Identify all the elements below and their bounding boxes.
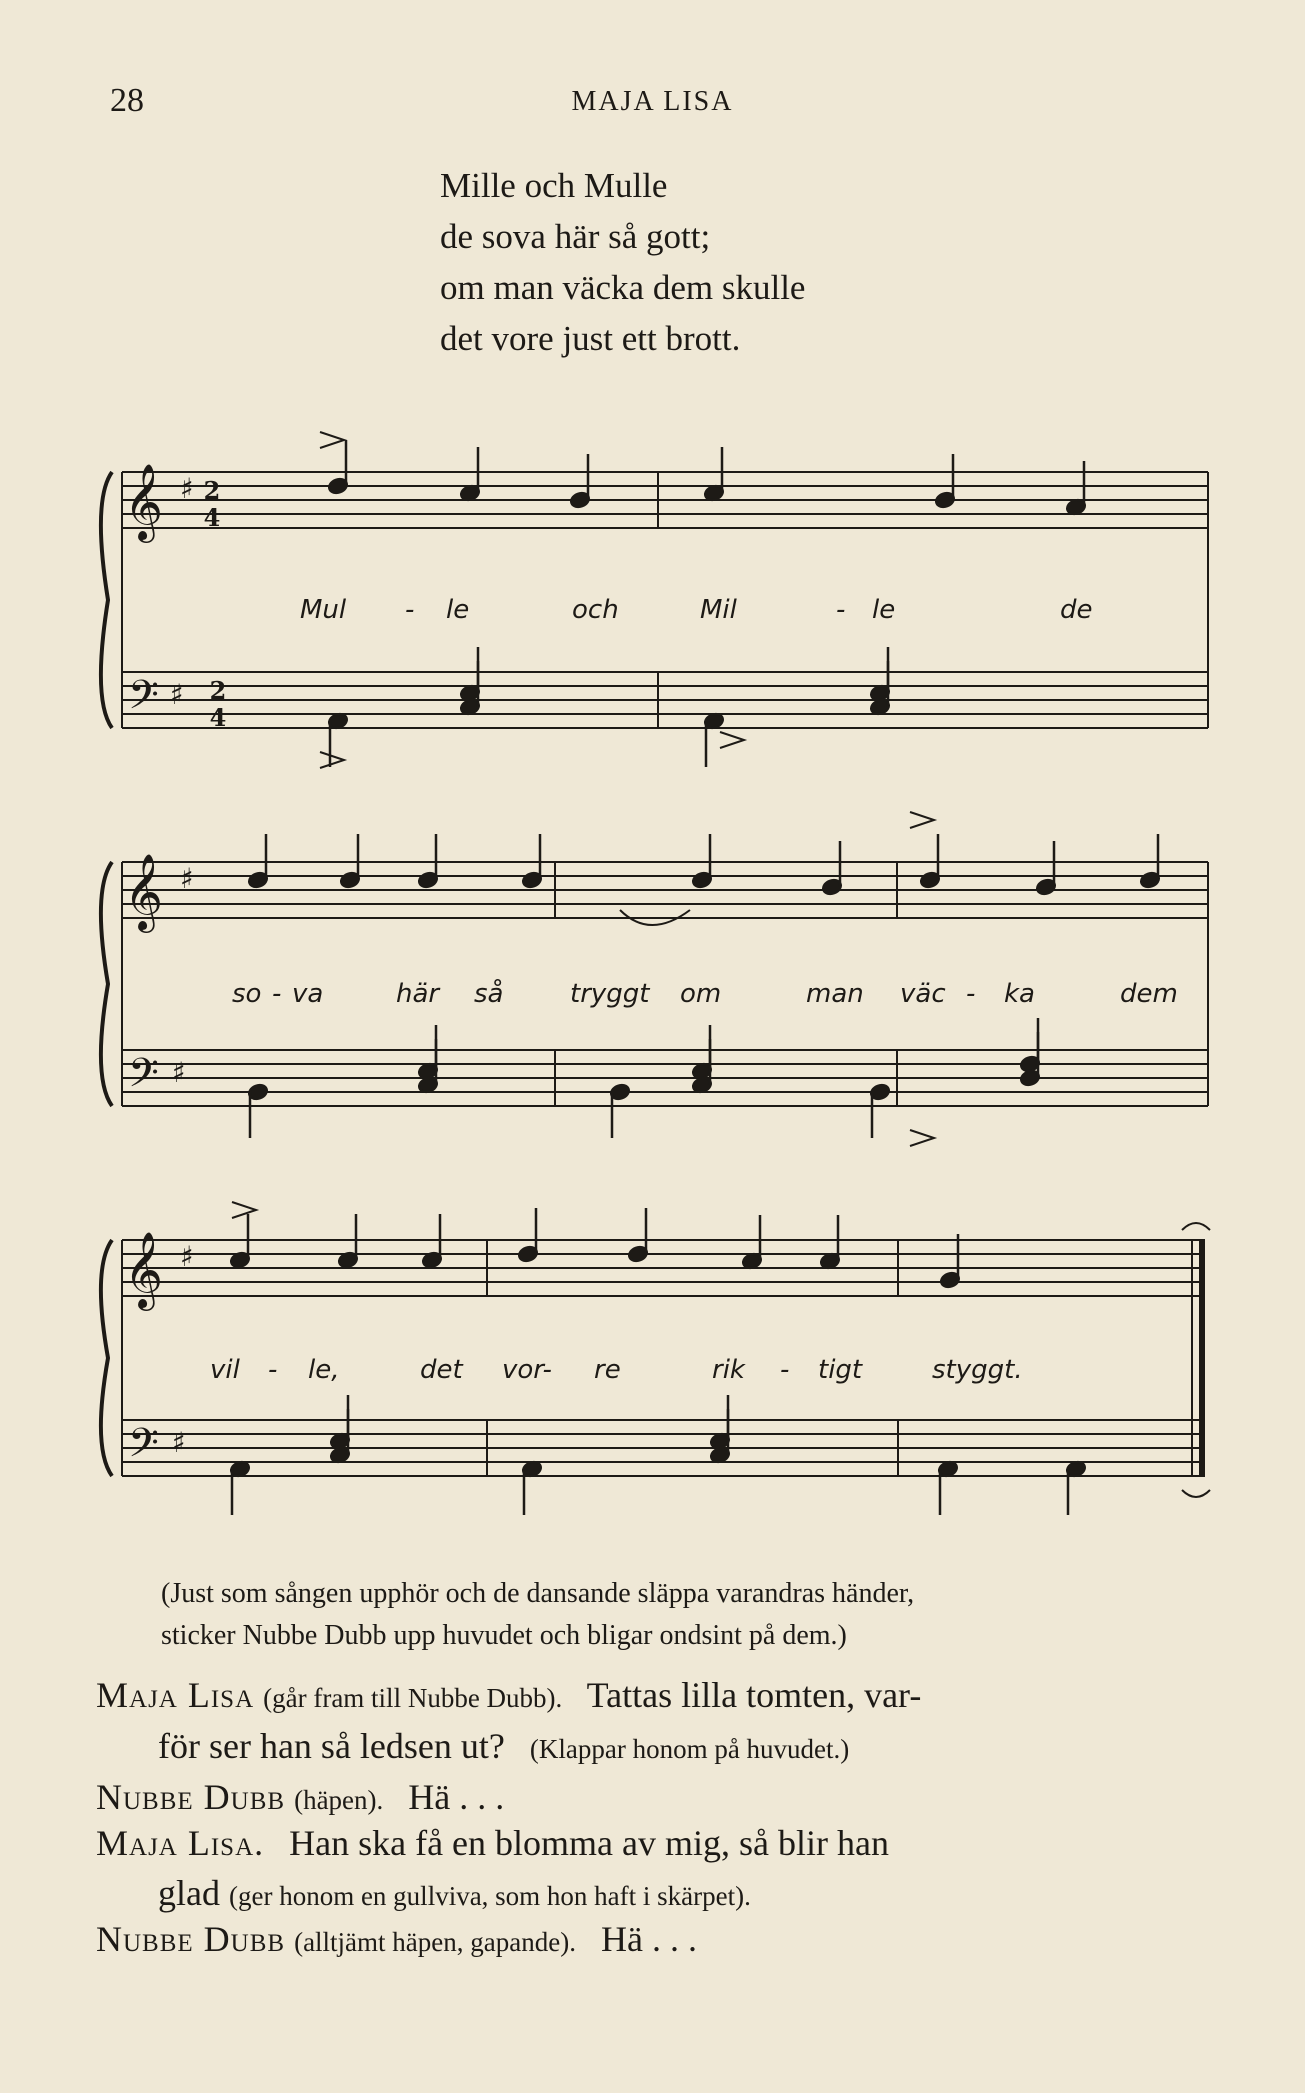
treble-clef-icon: 𝄞 [124, 853, 164, 930]
stage-direction: sticker Nubbe Dubb upp huvudet och bligar ondsint på dem.) [161, 1620, 847, 1651]
note-head [821, 841, 842, 896]
note-head [521, 1460, 542, 1515]
lyric-syllable: dem [1120, 979, 1178, 1009]
lyric-syllable: re [594, 1355, 621, 1385]
music-score [0, 420, 1305, 1520]
accent-mark [910, 1130, 934, 1146]
page-header [0, 82, 1305, 122]
lyric-syllable: le, [308, 1355, 340, 1385]
speech-line [96, 1822, 889, 1864]
note-head [421, 1214, 442, 1269]
speaker-name: Nubbe Dubb [96, 1777, 286, 1817]
stage-direction: (häpen). [294, 1785, 384, 1815]
sharp-icon: ♯ [170, 678, 184, 711]
lyric-syllable: det [420, 1355, 463, 1385]
bass-staff [122, 672, 1208, 728]
time-sig-bottom: 4 [203, 503, 221, 532]
lyric-syllable: väc [900, 979, 946, 1009]
treble-staff [122, 1240, 1205, 1296]
time-sig-top: 2 [209, 676, 227, 705]
poem-stanza [440, 160, 805, 364]
accent-mark [320, 752, 344, 768]
bass-clef-icon: 𝄢 [128, 1050, 159, 1106]
speech-line [96, 1918, 697, 1960]
stage-direction: (Just som sången upphör och de dansande släppa varandras händer, [161, 1578, 915, 1609]
stage-direction: (alltjämt häpen, gapande). [294, 1927, 576, 1957]
sharp-icon: ♯ [180, 862, 194, 895]
speech-text: Hä . . . [600, 1919, 697, 1959]
treble-clef-icon: 𝄞 [124, 1231, 164, 1308]
poem-line: de sova här så gott; [440, 217, 711, 256]
accent-mark [720, 732, 744, 748]
lyric-syllable: här [396, 979, 440, 1009]
lyric-syllable: tryggt [570, 979, 650, 1009]
bass-clef-icon: 𝄢 [128, 672, 159, 728]
lyric-hyphen: - [272, 979, 282, 1009]
note-head [517, 1208, 538, 1263]
lyric-syllable: vor- [502, 1355, 552, 1385]
note-head [627, 1208, 648, 1263]
note-head [229, 1460, 250, 1515]
note-head [703, 447, 724, 502]
speaker-name: Maja Lisa. [96, 1823, 265, 1863]
lyric-hyphen: - [966, 979, 976, 1009]
bass-staff [122, 1420, 1205, 1476]
sharp-icon: ♯ [180, 472, 194, 505]
note-head [609, 1083, 630, 1138]
note-head [1035, 841, 1056, 896]
time-sig-top: 2 [203, 476, 221, 505]
note-head [1065, 461, 1086, 516]
lyric-syllable: styggt. [932, 1355, 1023, 1385]
lyric-hyphen: - [836, 595, 846, 625]
note-head [869, 1083, 890, 1138]
lyric-syllable: Mul [300, 595, 347, 625]
lyric-syllable: Mil [700, 595, 737, 625]
music-system-2 [101, 862, 1208, 1106]
stage-direction: (Klappar honom på huvudet.) [529, 1734, 850, 1764]
note-head [934, 454, 955, 509]
lyric-syllable: le [446, 595, 470, 625]
lyric-syllable: va [292, 979, 324, 1009]
lyric-syllable: rik [712, 1355, 745, 1385]
time-sig-bottom: 4 [209, 703, 227, 732]
speech-text: Tattas lilla tomten, var- [586, 1675, 922, 1715]
poem-line: Mille och Mulle [440, 166, 668, 205]
note-head [247, 1083, 268, 1138]
note-head [327, 440, 348, 495]
lyric-hyphen: - [405, 595, 415, 625]
lyric-hyphen: - [780, 1355, 790, 1385]
note-head [229, 1214, 250, 1269]
note-head [337, 1214, 358, 1269]
note-head [939, 1234, 960, 1289]
lyric-hyphen: - [268, 1355, 278, 1385]
lyric-syllable: vil [210, 1355, 240, 1385]
stage-direction: (går fram till Nubbe Dubb). [263, 1683, 563, 1713]
note-head [459, 447, 480, 502]
poem-line: om man väcka dem skulle [440, 268, 806, 307]
sharp-icon: ♯ [172, 1426, 186, 1459]
note-head [569, 454, 590, 509]
speech-text: glad [158, 1873, 220, 1913]
speech-line [158, 1872, 751, 1914]
lyric-syllable: man [806, 979, 864, 1009]
lyric-syllable: so [232, 979, 262, 1009]
note-head [819, 1215, 840, 1270]
running-title: MAJA LISA [571, 86, 734, 117]
stage-direction: (ger honom en gullviva, som hon haft i skärpet). [228, 1881, 751, 1911]
page-number: 28 [110, 82, 144, 119]
lyric-syllable: om [680, 979, 722, 1009]
note-head [703, 712, 724, 767]
lyric-syllable: le [872, 595, 896, 625]
note-head [741, 1215, 762, 1270]
sharp-icon: ♯ [172, 1056, 186, 1089]
accent-mark [232, 1202, 256, 1218]
bass-staff [122, 1050, 1208, 1106]
poem-line: det vore just ett brott. [440, 319, 741, 358]
lyric-syllable: tigt [818, 1355, 863, 1385]
speaker-name: Nubbe Dubb [96, 1919, 286, 1959]
note-head [937, 1460, 958, 1515]
sharp-icon: ♯ [180, 1240, 194, 1273]
lyric-syllable: ka [1004, 979, 1035, 1009]
treble-staff [122, 472, 1208, 528]
music-system-1 [101, 472, 1208, 728]
lyric-syllable: de [1060, 595, 1093, 625]
lyric-syllable: och [572, 595, 619, 625]
accent-mark [320, 432, 344, 448]
speech-text: för ser han så ledsen ut? [158, 1726, 505, 1766]
lyric-syllable: så [474, 979, 504, 1009]
accent-mark [910, 812, 934, 828]
note-head [1065, 1460, 1086, 1515]
speech-text: Han ska få en blomma av mig, så blir han [289, 1823, 889, 1863]
speech-line [96, 1776, 504, 1818]
speech-line [158, 1725, 849, 1767]
bass-clef-icon: 𝄢 [128, 1420, 159, 1476]
speaker-name: Maja Lisa [96, 1675, 255, 1715]
treble-clef-icon: 𝄞 [124, 463, 164, 540]
speech-text: Hä . . . [408, 1777, 505, 1817]
speech-line [96, 1674, 921, 1716]
